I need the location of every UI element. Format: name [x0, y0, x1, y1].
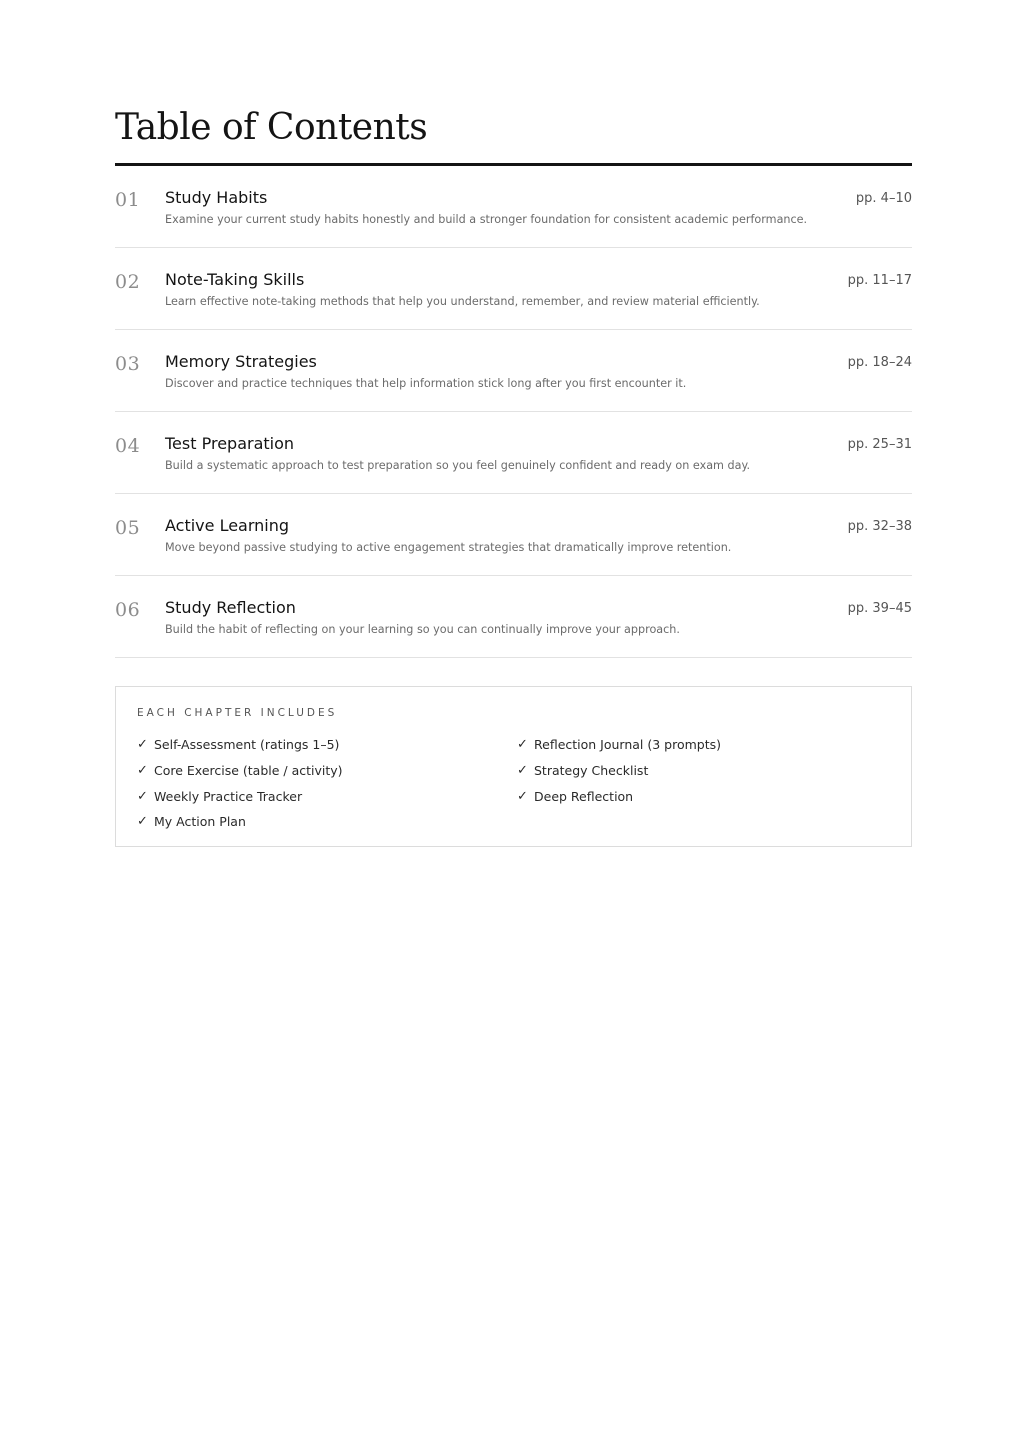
includes-item-label: Weekly Practice Tracker	[154, 788, 303, 804]
checkmark-icon: ✓	[137, 788, 148, 804]
chapter-page-range: pp. 39–45	[847, 601, 912, 616]
toc-entry-memory-strategies[interactable]	[115, 330, 912, 412]
chapter-page-range: pp. 25–31	[847, 437, 912, 452]
toc-list	[115, 166, 912, 658]
chapter-title[interactable]: Note-Taking Skills	[165, 270, 305, 289]
includes-item-label: Self-Assessment (ratings 1–5)	[154, 737, 340, 753]
chapter-title[interactable]: Study Reflection	[165, 598, 296, 617]
includes-column-left	[137, 732, 343, 835]
chapter-title[interactable]: Active Learning	[165, 516, 290, 535]
chapter-number: 06	[115, 599, 141, 621]
chapter-description: Move beyond passive studying to active engagement strategies that dramatically improve retention.	[165, 541, 732, 554]
toc-entry-note-taking-skills[interactable]	[115, 248, 912, 330]
chapter-number: 05	[115, 517, 141, 539]
chapter-page-range: pp. 32–38	[847, 519, 912, 534]
includes-column-right	[517, 732, 721, 809]
includes-item	[137, 732, 343, 758]
includes-item-label: Reflection Journal (3 prompts)	[534, 737, 722, 753]
checkmark-icon: ✓	[517, 737, 528, 753]
chapter-title[interactable]: Test Preparation	[165, 434, 295, 453]
checkmark-icon: ✓	[137, 737, 148, 753]
includes-item	[517, 783, 721, 809]
checkmark-icon: ✓	[517, 763, 528, 779]
includes-item	[137, 783, 343, 809]
chapter-description: Learn effective note-taking methods that help you understand, remember, and review material efficiently.	[165, 295, 760, 308]
chapter-number: 01	[115, 189, 141, 211]
includes-item-label: Deep Reflection	[534, 788, 634, 804]
chapter-number: 04	[115, 435, 141, 457]
chapter-page-range: pp. 11–17	[847, 273, 912, 288]
toc-entry-test-preparation[interactable]	[115, 412, 912, 494]
chapter-includes-box	[115, 686, 912, 847]
includes-item-label: My Action Plan	[154, 814, 246, 830]
includes-item	[137, 809, 343, 835]
toc-entry-study-habits[interactable]	[115, 166, 912, 248]
toc-entry-study-reflection[interactable]	[115, 576, 912, 658]
includes-item-label: Strategy Checklist	[534, 763, 649, 779]
includes-item	[517, 758, 721, 784]
includes-item	[137, 758, 343, 784]
chapter-description: Discover and practice techniques that help information stick long after you first encounter it.	[165, 377, 687, 390]
includes-item-label: Core Exercise (table / activity)	[154, 763, 343, 779]
chapter-description: Build the habit of reflecting on your learning so you can continually improve your approach.	[165, 623, 680, 636]
checkmark-icon: ✓	[517, 788, 528, 804]
page-title: Table of Contents	[115, 107, 428, 148]
chapter-description: Examine your current study habits honestly and build a stronger foundation for consistent academic performance.	[165, 213, 808, 226]
includes-item	[517, 732, 721, 758]
includes-heading: EACH CHAPTER INCLUDES	[137, 707, 338, 719]
chapter-number: 03	[115, 353, 141, 375]
chapter-page-range: pp. 4–10	[855, 191, 912, 206]
checkmark-icon: ✓	[137, 763, 148, 779]
checkmark-icon: ✓	[137, 814, 148, 830]
chapter-title[interactable]: Study Habits	[165, 188, 268, 207]
chapter-page-range: pp. 18–24	[847, 355, 912, 370]
chapter-number: 02	[115, 271, 141, 293]
chapter-description: Build a systematic approach to test preparation so you feel genuinely confident and ready on exam day.	[165, 459, 751, 472]
toc-entry-active-learning[interactable]	[115, 494, 912, 576]
chapter-title[interactable]: Memory Strategies	[165, 352, 317, 371]
